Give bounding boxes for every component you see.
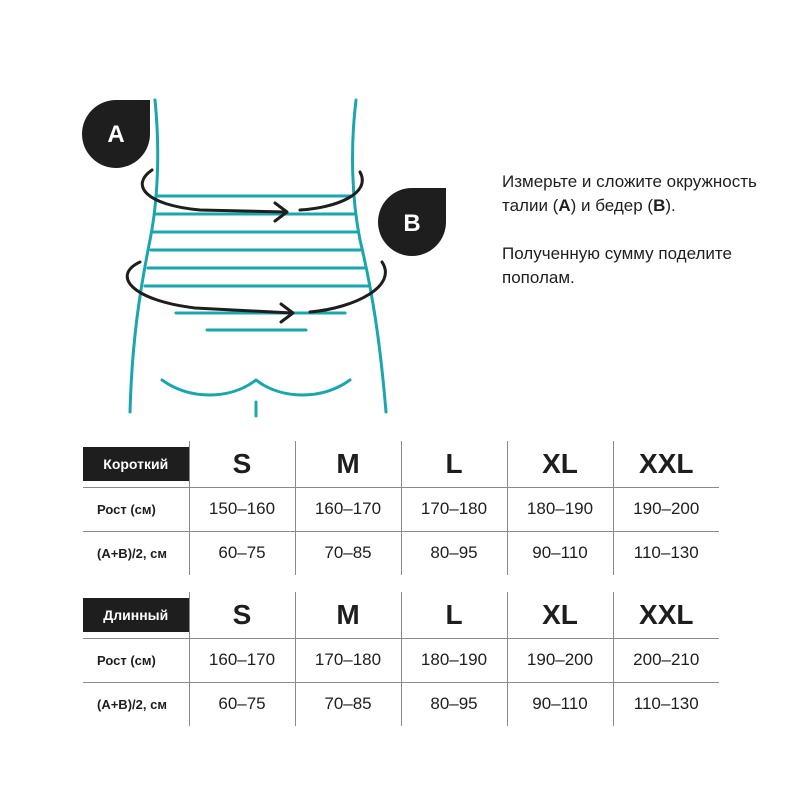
waist-measure-arrow: [142, 170, 285, 212]
table-cell: 190–200: [507, 638, 613, 682]
table-cell: 150–160: [189, 487, 295, 531]
size-cell: S: [189, 592, 295, 638]
measurement-instructions: [502, 170, 762, 290]
badge-a-label: A: [107, 121, 125, 148]
table-cell: 70–85: [295, 682, 401, 726]
size-cell: XL: [507, 441, 613, 487]
row-label-girth: (A+B)/2, см: [83, 682, 189, 726]
instruction-measure: Измерьте и сложите окружность талии (A) и бедер (B).: [502, 172, 757, 215]
torso-right-outline: [353, 100, 386, 412]
size-cell: XXL: [613, 441, 719, 487]
size-cell: XXL: [613, 592, 719, 638]
table-row: [83, 531, 719, 575]
size-cell: M: [295, 592, 401, 638]
size-header-row: [83, 441, 719, 487]
size-cell: L: [401, 441, 507, 487]
table-cell: 160–170: [295, 487, 401, 531]
table-cell: 110–130: [613, 531, 719, 575]
size-cell: S: [189, 441, 295, 487]
category-label-long: Длинный: [83, 598, 189, 632]
table-cell: 70–85: [295, 531, 401, 575]
badge-b-label: B: [403, 210, 421, 237]
table-cell: 80–95: [401, 531, 507, 575]
table-cell: 200–210: [613, 638, 719, 682]
row-label-height: Рост (см): [83, 487, 189, 531]
size-header-row: [83, 592, 719, 638]
size-cell: L: [401, 592, 507, 638]
instruction-divide: Полученную сумму поделите пополам.: [502, 244, 732, 287]
table-cell: 80–95: [401, 682, 507, 726]
table-cell: 180–190: [507, 487, 613, 531]
table-cell: 180–190: [401, 638, 507, 682]
size-cell: XL: [507, 592, 613, 638]
size-table-short: [83, 441, 719, 575]
size-table-long: [83, 592, 719, 726]
table-cell: 170–180: [401, 487, 507, 531]
table-cell: 170–180: [295, 638, 401, 682]
row-label-height: Рост (см): [83, 638, 189, 682]
table-cell: 190–200: [613, 487, 719, 531]
table-cell: 160–170: [189, 638, 295, 682]
buttocks-curve: [162, 380, 350, 395]
size-cell: M: [295, 441, 401, 487]
table-cell: 60–75: [189, 531, 295, 575]
table-row: [83, 638, 719, 682]
category-label-short: Короткий: [83, 447, 189, 481]
row-label-girth: (A+B)/2, см: [83, 531, 189, 575]
table-cell: 90–110: [507, 531, 613, 575]
table-cell: 90–110: [507, 682, 613, 726]
table-row: [83, 487, 719, 531]
table-cell: 110–130: [613, 682, 719, 726]
badge-b: [378, 188, 446, 256]
badge-a: [82, 100, 150, 168]
table-cell: 60–75: [189, 682, 295, 726]
table-row: [83, 682, 719, 726]
